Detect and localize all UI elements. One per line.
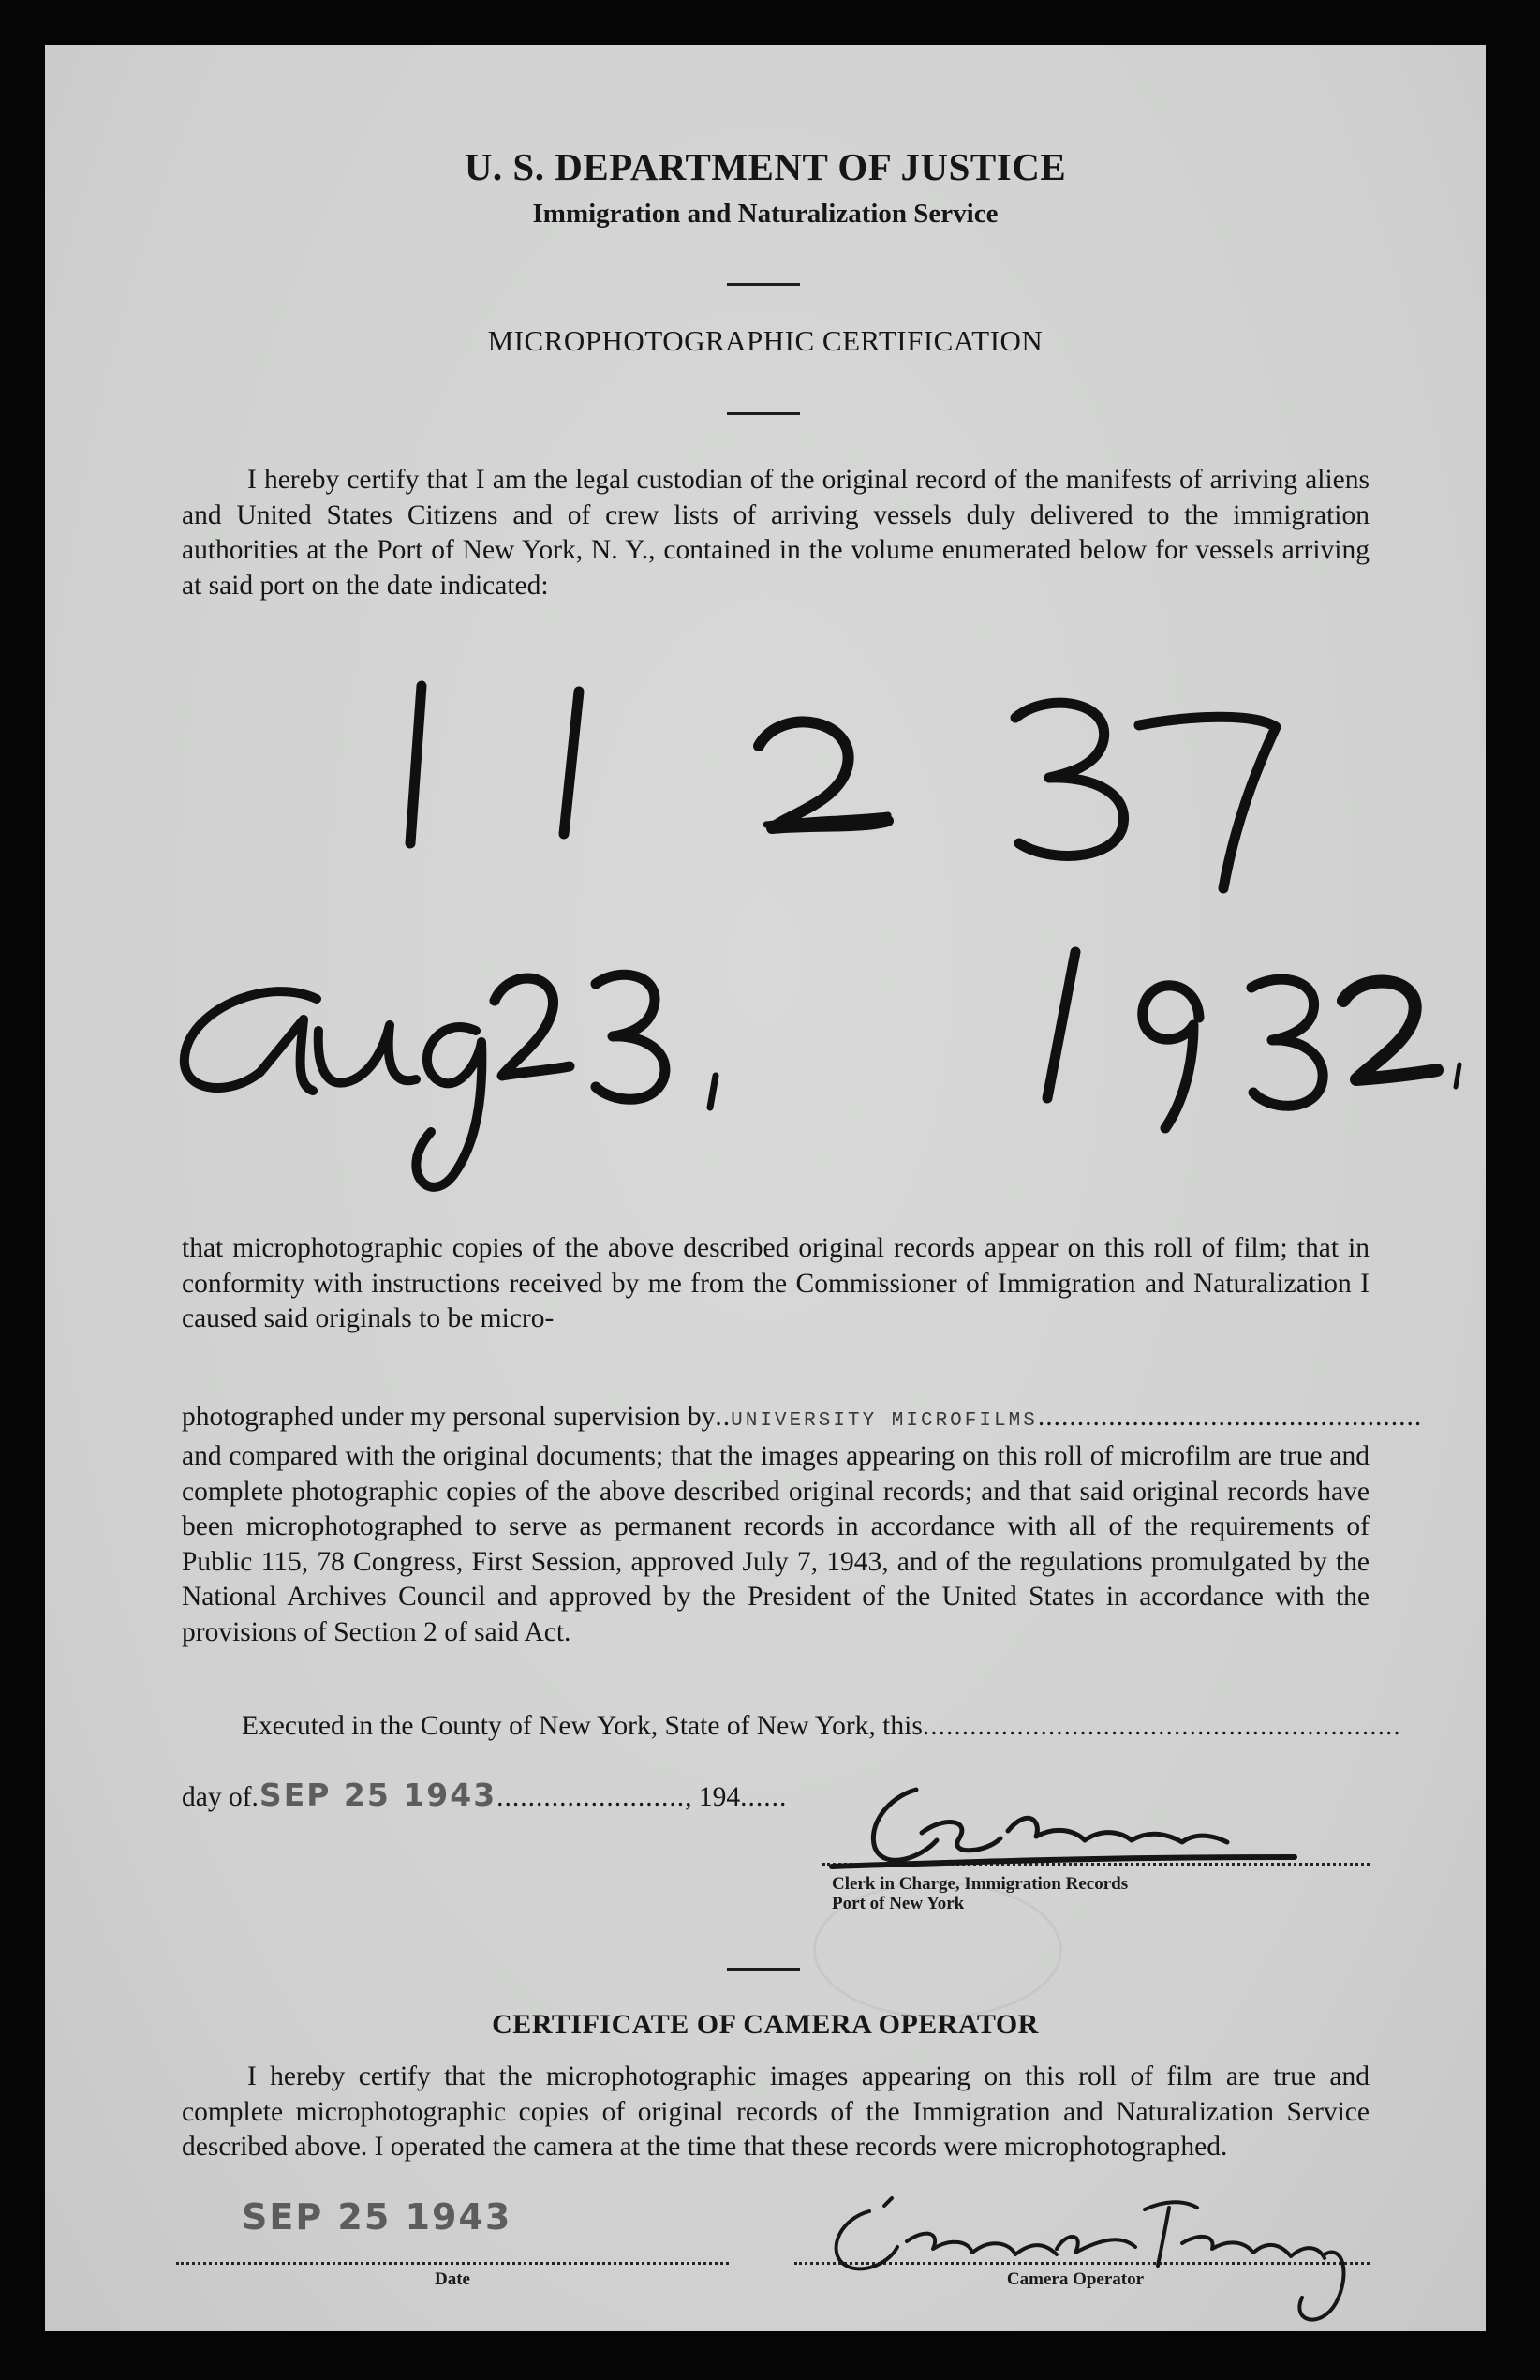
- camera-operator-label: Camera Operator: [1006, 2269, 1145, 2289]
- certification-paragraph-1: I hereby certify that I am the legal custodian of the original record of the manifests of arriving aliens and United States Citizens and of crew lists of arriving vessels duly delivered to the immigration authorities at the Port of New York, N. Y., contained in the volume enumerated below for vessels arriving at said port on the date indicated:: [182, 465, 1370, 601]
- clerk-title-line-2: Port of New York: [832, 1894, 965, 1913]
- executed-text: Executed in the County of New York, State of New York, this: [242, 1711, 923, 1741]
- date-line: [176, 2258, 729, 2265]
- operator-signature-line: [794, 2258, 1370, 2265]
- department-title: U. S. DEPARTMENT OF JUSTICE: [464, 145, 1067, 188]
- clerk-title-line-1: Clerk in Charge, Immigration Records: [832, 1874, 1129, 1894]
- day-of-line: day of.SEP 25 1943........................, 194......: [182, 1777, 788, 1813]
- date-stamp-operator: SEP 25 1943: [242, 2196, 512, 2238]
- microfilm-company: UNIVERSITY MICROFILMS: [731, 1410, 1038, 1432]
- clerk-title: [832, 1874, 1128, 1913]
- divider-rule: [727, 412, 800, 415]
- camera-operator-title: CERTIFICATE OF CAMERA OPERATOR: [492, 2009, 1039, 2040]
- supervision-prefix: photographed under my personal supervision by: [182, 1402, 716, 1432]
- clerk-signature-line: [822, 1859, 1370, 1866]
- date-label: Date: [435, 2269, 470, 2289]
- certification-paragraph-2: that microphotographic copies of the above described original records appear on this roll of film; that in conformity with instructions received by me from the Commissioner of Immigration and Naturalization I caused said originals to be micro-: [182, 1233, 1370, 1333]
- camera-operator-paragraph: I hereby certify that the microphotographic images appearing on this roll of film are true and complete microphotographic copies of original records of the Immigration and Naturalization Service described above. I operated the camera at the time that these records were microphotographed.: [182, 2061, 1370, 2162]
- date-stamp-execution: SEP 25 1943: [259, 1777, 497, 1813]
- day-of-label: day of: [182, 1782, 252, 1812]
- certification-paragraph-3: and compared with the original documents; that the images appearing on this roll of microfilm are true and complete photographic copies of the above described original records; and that said original records have been microphotographed to serve as permanent records in accordance with all of the requirements of Public 115, 78 Congress, First Session, approved July 7, 1943, and of the regulations promulgated by the National Archives Council and approved by the President of the United States in accordance with the provisions of Section 2 of said Act.: [182, 1441, 1370, 1647]
- clerk-signature: [45, 45, 1486, 2331]
- handwritten-volume-and-date: [45, 45, 1486, 2331]
- executed-line: Executed in the County of New York, State of New York, this.............................................................: [242, 1711, 1401, 1741]
- camera-operator-signature: [45, 45, 1486, 2331]
- service-subtitle: Immigration and Naturalization Service: [532, 199, 999, 229]
- certificate-page: [45, 45, 1486, 2331]
- divider-rule: [727, 1968, 800, 1971]
- divider-rule: [727, 283, 800, 286]
- supervision-line: photographed under my personal supervision by..UNIVERSITY MICROFILMS.................................................: [182, 1402, 1423, 1432]
- year-suffix: , 194: [685, 1782, 741, 1812]
- form-title: MICROPHOTOGRAPHIC CERTIFICATION: [487, 324, 1044, 357]
